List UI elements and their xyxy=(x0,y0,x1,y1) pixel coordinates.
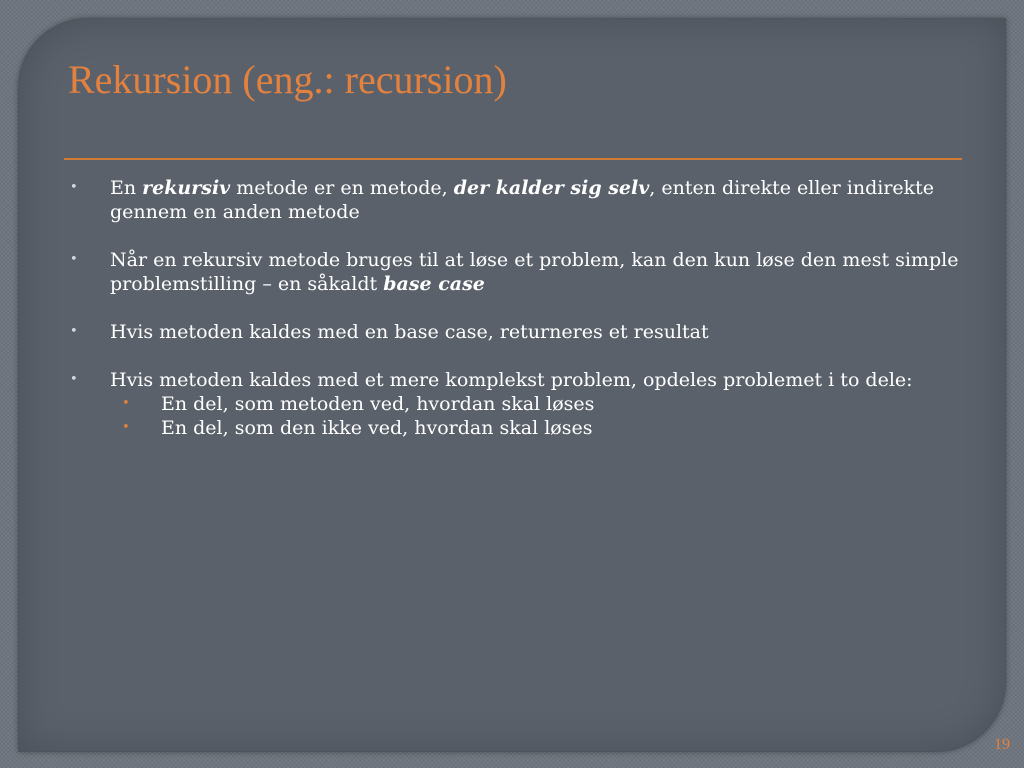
bullet-dot-icon: • xyxy=(70,372,78,387)
bullet-item xyxy=(64,248,984,296)
bullet-dot-icon: • xyxy=(70,252,78,267)
slide-title: Rekursion (eng.: recursion) xyxy=(68,57,507,102)
bullet-text: Hvis metoden kaldes med et mere komplekst problem, opdeles problemet i to dele: xyxy=(110,369,913,391)
sub-bullet-text: En del, som metoden ved, hvordan skal løses xyxy=(161,393,595,415)
slide-number: 19 xyxy=(994,736,1010,753)
sub-bullet-dot-icon: • xyxy=(122,396,130,411)
sub-bullet-item xyxy=(64,416,984,440)
emphasis-term: der kalder sig selv xyxy=(453,177,650,199)
bullet-text: Hvis metoden kaldes med en base case, returneres et resultat xyxy=(110,321,709,343)
sub-bullet-dot-icon: • xyxy=(122,420,130,435)
sub-bullet-item xyxy=(64,392,984,416)
title-divider xyxy=(64,158,962,160)
bullet-item xyxy=(64,368,984,392)
bullet-dot-icon: • xyxy=(70,180,78,195)
bullet-dot-icon: • xyxy=(70,324,78,339)
bullet-text: Når en rekursiv metode bruges til at løse et problem, kan den kun løse den mest simple problemstilling – en såkaldt base case xyxy=(110,249,959,295)
emphasis-term: base case xyxy=(383,273,485,295)
bullet-item xyxy=(64,320,984,344)
bullet-item xyxy=(64,176,984,224)
slide-content xyxy=(64,176,984,440)
sub-bullet-text: En del, som den ikke ved, hvordan skal løses xyxy=(161,417,593,439)
emphasis-term: rekursiv xyxy=(142,177,231,199)
bullet-text: En rekursiv metode er en metode, der kalder sig selv, enten direkte eller indirekte gennem en anden metode xyxy=(110,177,935,223)
